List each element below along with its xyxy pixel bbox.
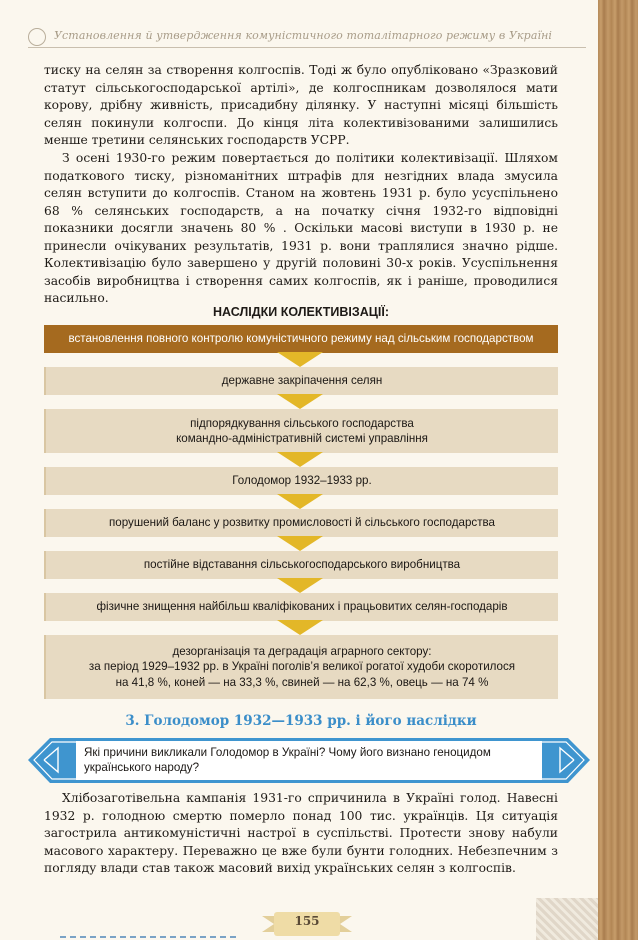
page-number: 155 [294, 914, 320, 928]
diagram-title: НАСЛІДКИ КОЛЕКТИВІЗАЦІЇ: [213, 305, 389, 319]
diagram-step-line: на 41,8 %, коней — на 33,3 %, свиней — на 62,3 %, овець — на 74 % [115, 675, 489, 689]
running-title: Установлення й утвердження комуністичного тоталітарного режиму в Україні [54, 29, 553, 42]
down-arrow-icon [277, 352, 323, 367]
down-arrow-icon [277, 452, 323, 467]
running-head [28, 26, 586, 48]
diagram-step-line: встановлення повного контролю комуністичного режиму над сільським господарством [68, 332, 534, 346]
diagram-step-line: дезорганізація та деградація аграрного сектору: [172, 644, 432, 658]
diagram-step-line: постійне відставання сільськогосподарського виробництва [143, 558, 461, 572]
bottom-rule [60, 936, 240, 938]
diagram-step-line: державне закріпачення селян [221, 374, 383, 388]
down-arrow-icon [277, 394, 323, 409]
down-arrow-icon [277, 578, 323, 593]
down-arrow-icon [277, 536, 323, 551]
section-heading: 3. Голодомор 1932—1933 рр. і його наслідки [125, 713, 477, 729]
diagram-step [44, 635, 558, 699]
diagram-step [44, 325, 558, 353]
paragraph: З осені 1930-го режим повертається до політики колективізації. Шляхом податкового тиску, різноманітних штрафів для незгідних влада змусила селян вступити до колгоспів. Станом на жовтень 1931 р. було усуспільнено 68 % селянських господарств, а на початку січня 1932-го відповідні показники досягли значень 80 % . Оскільки масові виступи в 1930 р. не принесли очікуваних результатів, 1931 р. вони траплялися значно рідше. Колективізацію було завершено у другій половині 30-х років. Усуспільнення засобів виробництва і створення самих колгоспів, як і раніше, проводилися насильно. [44, 151, 558, 305]
diagram-step [44, 467, 558, 495]
diagram-step-line: фізичне знищення найбільш кваліфікованих і працьовитих селян-господарів [96, 600, 508, 614]
diagram-step [44, 551, 558, 579]
diagram-step [44, 409, 558, 453]
diagram-step-line: підпорядкування сільського господарства [190, 416, 414, 430]
question-text: Які причини викликали Голодомор в Україні? Чому його визнано геноцидом українського народу? [84, 746, 491, 774]
paragraph: Хлібозаготівельна кампанія 1931-го спричинила в Україні голод. Навесні 1932 р. голодною смертю померло понад 100 тис. українців. Ця ситуація загострила антикомуністичні настрої в суспільстві. Протести знову набули масового характеру. Переважно це вже були бунти голодних. Небезпечним з погляду влади став також масовий вихід українських селян з колгоспів. [44, 791, 558, 875]
ornament-icon [28, 28, 46, 46]
diagram-step [44, 593, 558, 621]
wood-border [598, 0, 638, 940]
diagram-step-line: порушений баланс у розвитку промисловості й сільського господарства [109, 516, 495, 530]
corner-ornament [536, 898, 598, 940]
diagram-step [44, 367, 558, 395]
down-arrow-icon [277, 620, 323, 635]
paragraph: тиску на селян за створення колгоспів. Тоді ж було опубліковано «Зразковий статут сільськогосподарської артілі», де колгоспникам дозволялося мати корову, дрібну живність, присадибну ділянку. У наступні місяці більшість селян покинули колгоспи. До кінця літа колективізованими залишились менше третини селянських господарств УСРР. [44, 63, 558, 147]
question-band [28, 738, 590, 783]
diagram-step [44, 509, 558, 537]
diagram-step-line: командно-адміністративній системі управління [176, 432, 428, 445]
down-arrow-icon [277, 494, 323, 509]
diagram-step-line: Голодомор 1932–1933 рр. [232, 474, 372, 488]
diagram-step-line: за період 1929–1932 рр. в Україні поголів’я великої рогатої худоби скоротилося [88, 660, 516, 674]
